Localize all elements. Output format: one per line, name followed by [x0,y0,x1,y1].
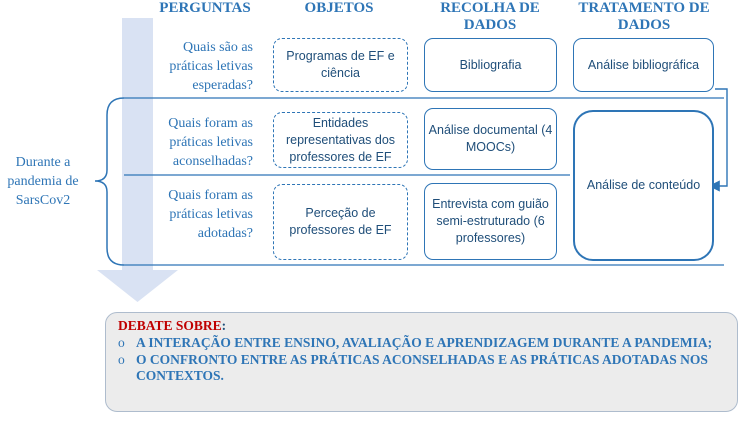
question-row-2: Quais foram as práticas letivas aconselhadas? [168,116,253,169]
debate-item-1 [118,335,727,351]
debate-box [105,312,738,412]
treatment-box-content: Análise de conteúdo [573,110,714,261]
debate-title-colon: : [221,318,227,333]
object-box-1: Programas de EF e ciência [273,38,408,92]
question-row-3: Quais foram as práticas letivas adotadas? [168,188,253,241]
question-row-1: Quais são as práticas letivas esperadas? [169,40,253,93]
collection-box-2: Análise documental (4 MOOCs) [424,108,557,170]
header-recolha-de-dados: RECOLHA DE DADOS [440,0,540,33]
debate-title [118,318,727,334]
debate-item-text: A INTERAÇÃO ENTRE ENSINO, AVALIAÇÃO E APRENDIZAGEM DURANTE A PANDEMIA; [136,335,713,350]
collection-box-3: Entrevista com guião semi-estruturado (6 professores) [424,183,557,260]
debate-item-2 [118,352,727,384]
object-box-2: Entidades representativas dos professores de EF [273,112,408,168]
header-perguntas: PERGUNTAS [159,0,251,16]
debate-item-text: O CONFRONTO ENTRE AS PRÁTICAS ACONSELHADAS E AS PRÁTICAS ADOTADAS NOS CONTEXTOS. [136,352,708,383]
header-objetos: OBJETOS [304,0,374,16]
header-tratamento-de-dados: TRATAMENTO DE DADOS [578,0,710,33]
collection-box-1: Bibliografia [424,38,557,92]
context-brace [95,98,124,265]
context-label: Durante a pandemia de SarsCov2 [7,155,79,208]
treatment-box-bibliographic: Análise bibliográfica [573,38,714,92]
debate-title-text: DEBATE SOBRE [118,318,222,333]
bullet-icon: o [118,352,125,367]
bullet-icon: o [118,335,125,350]
object-box-3: Perceção de professores de EF [273,184,408,260]
